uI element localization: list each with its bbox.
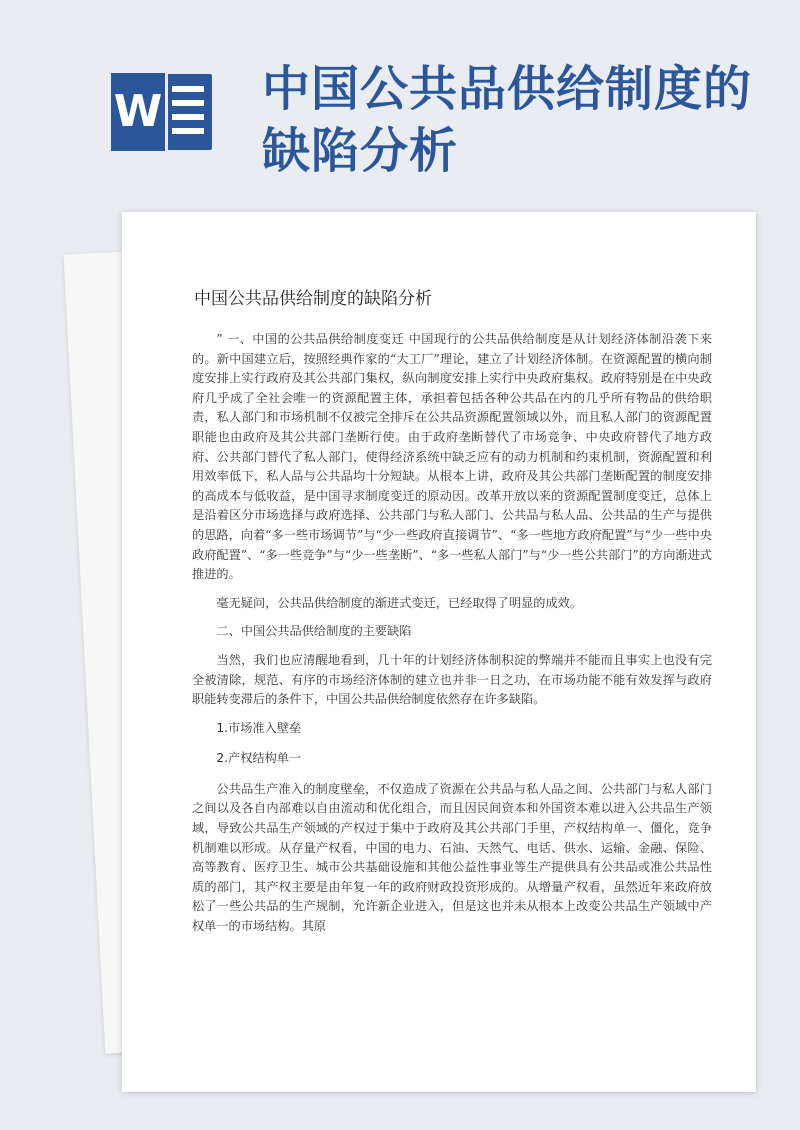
list-item: 1.市场准入壁垒 — [216, 720, 302, 735]
paragraph: ” 一、中国的公共品供给制度变迁 中国现行的公共品供给制度是从计划经济体制沿袭下来的。新中国建立后，按照经典作家的“大工厂”理论，建立了计划经济体制。在资源配置的横向制度安排上实行政府及其公共部门集权，纵向制度安排上实行中央政府集权。政府特别是在中央政府几乎成了全社会唯一的资源配置主体，承担着包括各种公共品在内的几乎所有物品的供给职责，私人部门和市场机制不仅被完全排斥在公共品资源配置领域以外，而且私人部门的资源配置职能也由政府及其公共部门垄断行使。由于政府垄断替代了市场竞争、中央政府替代了地方政府、公共部门替代了私人部门，使得经济系统中缺乏应有的动力机制和约束机制，资源配置和利用效率低下，私人品与公共品均十分短缺。从根本上讲，政府及其公共部门垄断配置的制度安排的高成本与低收益，是中国寻求制度变迁的原动因。改革开放以来的资源配置制度变迁，总体上是沿着区分市场选择与政府选择、公共部门与私人部门、公共品与私人品、公共品的生产与提供的思路，向着“多一些市场调节”与“少一些政府直接调节”、“多一些地方政府配置”与“少一些中央政府配置”、“多一些竞争”与“少一些垄断”、“多一些私人部门”与“少一些公共部门”的方向渐进式推进的。 — [192, 332, 712, 582]
section-heading: 二、中国公共品供给制度的主要缺陷 — [216, 624, 412, 639]
list-item: 2.产权结构单一 — [216, 751, 302, 766]
word-file-icon — [108, 70, 216, 154]
document-page — [122, 212, 756, 1092]
document-body — [192, 330, 712, 946]
banner-title: 中国公共品供给制度的缺陷分析 — [262, 61, 753, 179]
word-letter: W — [108, 70, 168, 154]
paragraph: 当然，我们也应清醒地看到，几十年的计划经济体制积淀的弊端并不能而且事实上也没有完全被清除，规范、有序的市场经济体制的建立也并非一日之功，在市场功能不能有效发挥与政府职能转变滞后的条件下，中国公共品供给制度依然存在许多缺陷。 — [192, 652, 712, 707]
paragraph: 毫无疑问，公共品供给制度的渐进式变迁，已经取得了明显的成效。 — [216, 595, 583, 610]
paragraph: 公共品生产准入的制度壁垒，不仅造成了资源在公共品与私人品之间、公共部门与私人部门之间以及各自内部难以自由流动和优化组合，而且因民间资本和外国资本难以进入公共品生产领域，导致公共品生产领域的产权过于集中于政府及其公共部门手里，产权结构单一、僵化，竞争机制难以形成。从存量产权看，中国的电力、石油、天然气、电话、供水、运输、金融、保险、高等教育、医疗卫生、城市公共基础设施和其他公益性事业等生产提供具有公共品或准公共品性质的部门，其产权主要是由年复一年的政府财政投资形成的。从增量产权看，虽然近年来政府放松了一些公共品的生产规制，允许新企业进入，但是这也并未从根本上改变公共品生产领域中产权单一的市场结构。其原 — [192, 781, 712, 934]
document-title: 中国公共品供给制度的缺陷分析 — [194, 289, 432, 309]
